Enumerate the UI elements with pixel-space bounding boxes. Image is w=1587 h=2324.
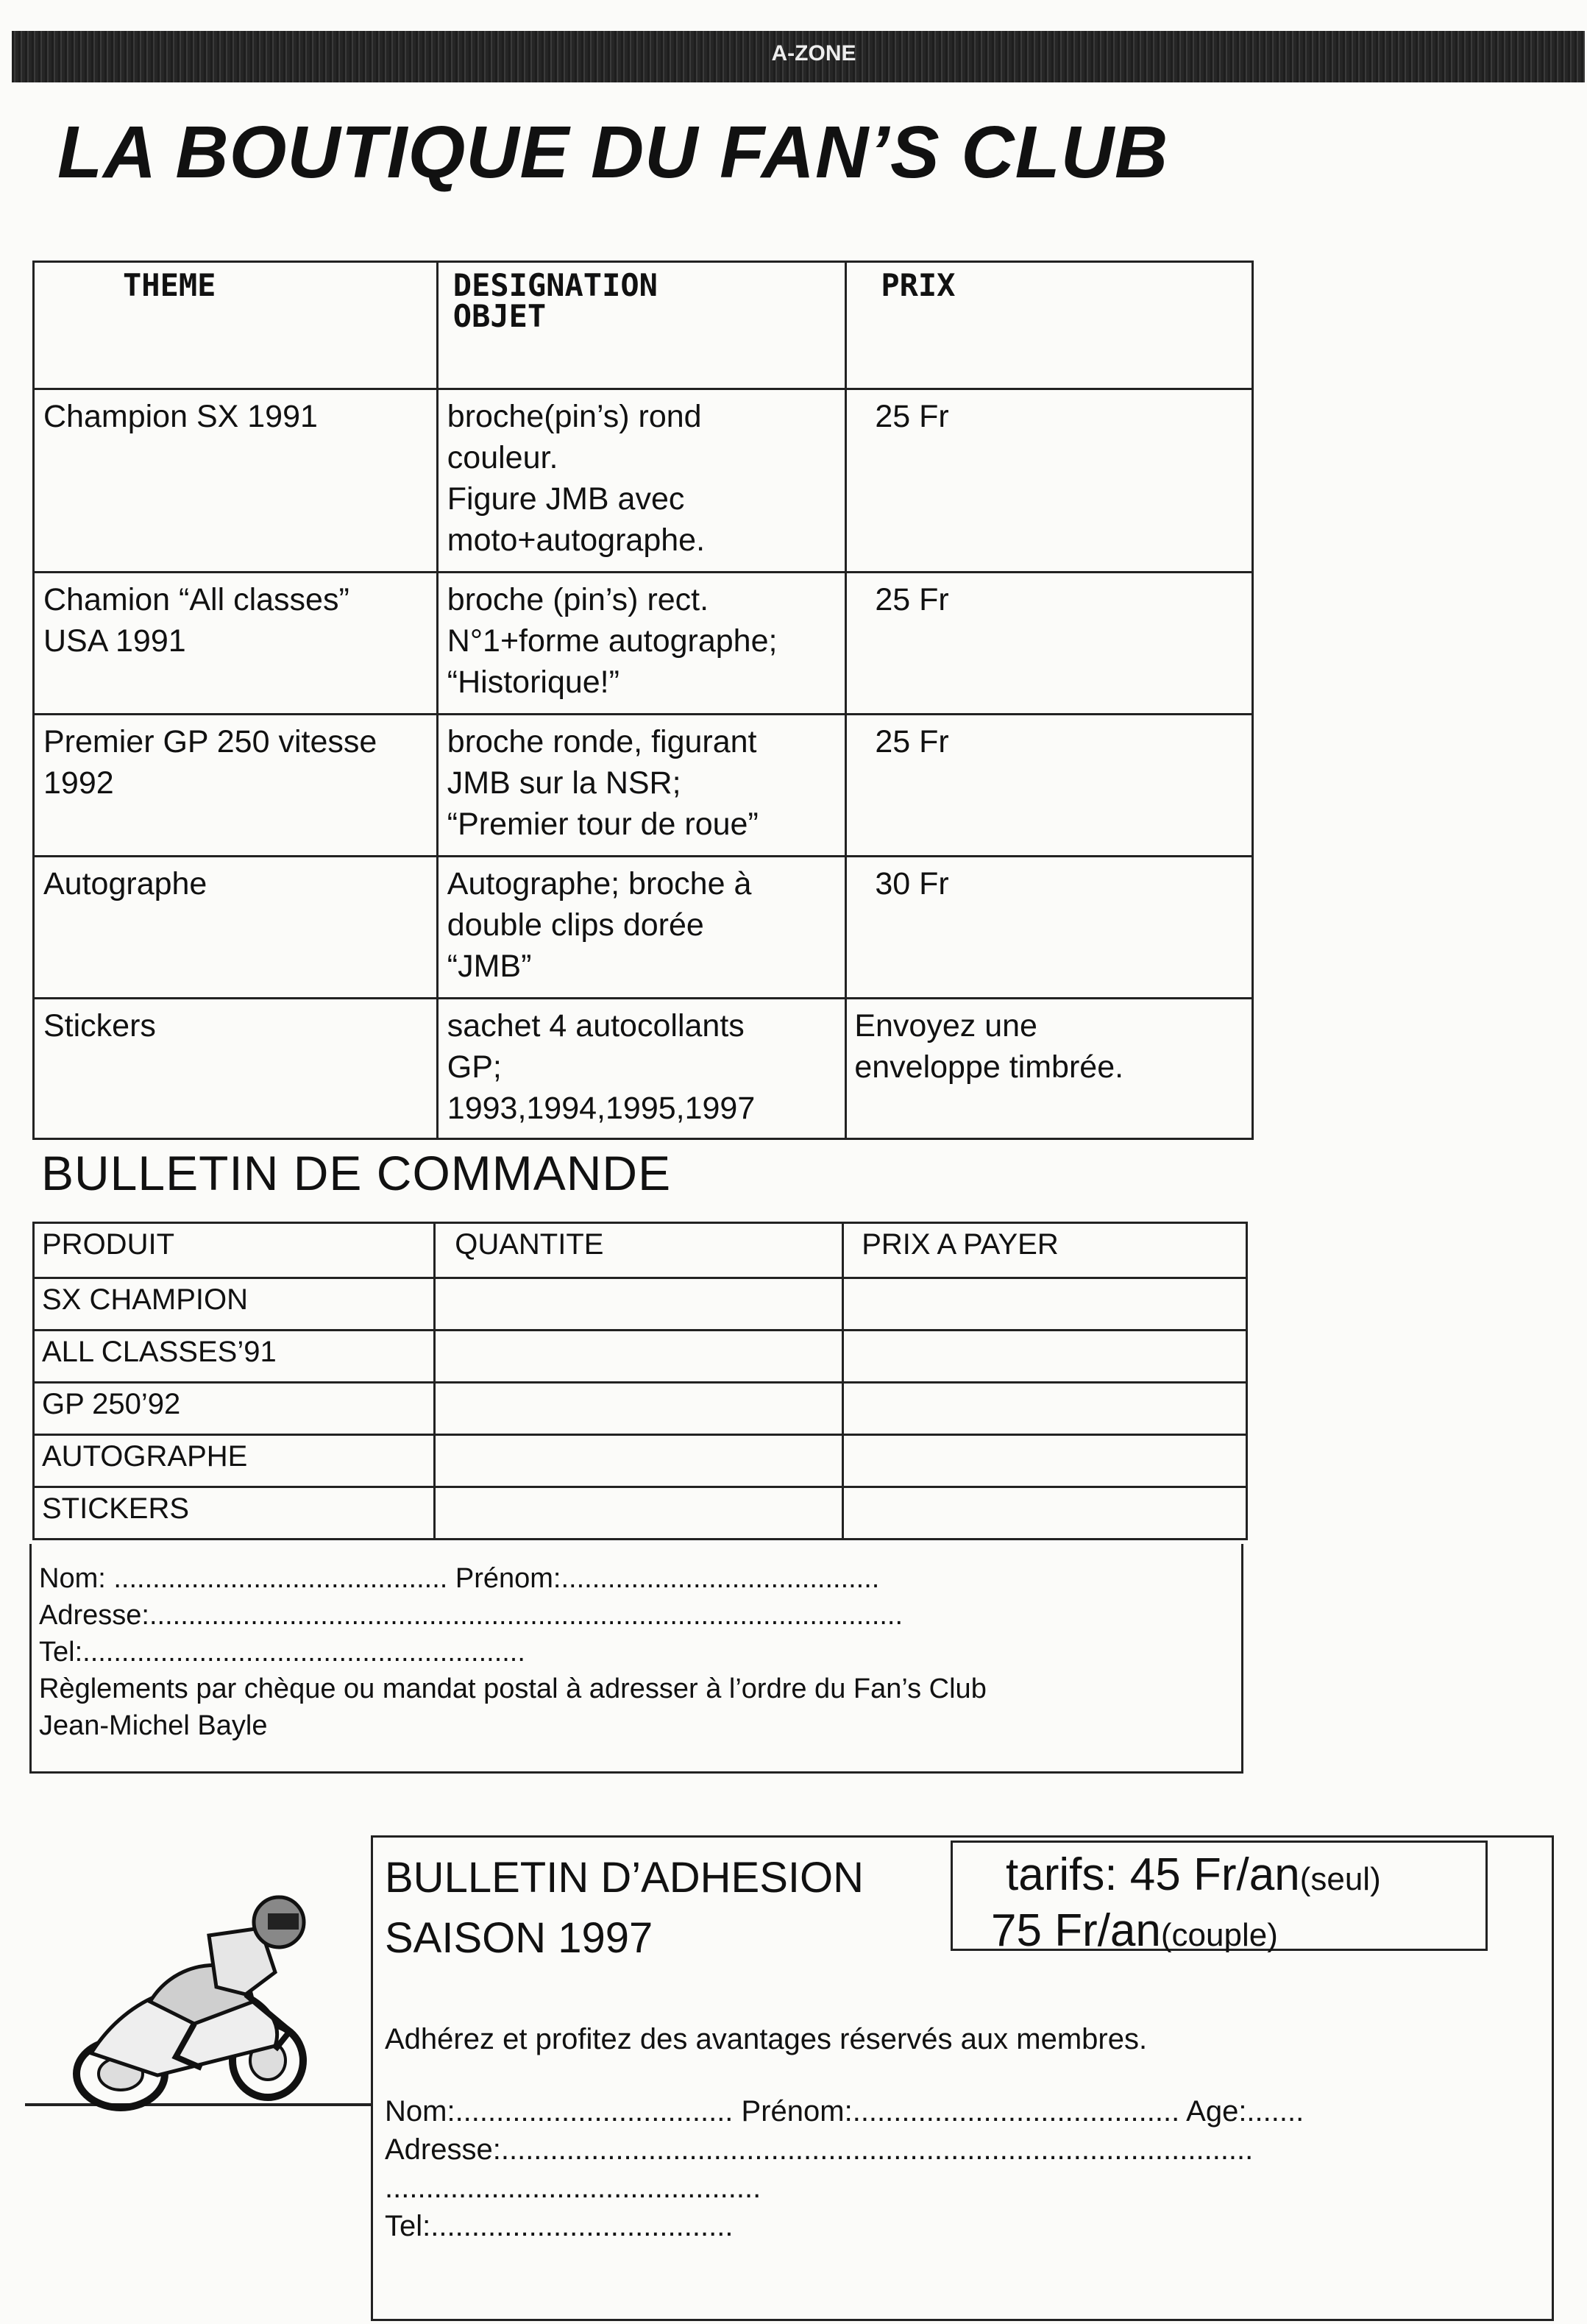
product-name: ALL CLASSES’91	[34, 1331, 435, 1383]
designation-cell: Autographe; broche à double clips dorée “JMB”	[437, 857, 846, 999]
shop-table-header	[34, 262, 1253, 389]
pricing-box	[951, 1841, 1488, 1956]
price-cell: 25 Fr	[846, 573, 1253, 715]
payee-name: Jean-Michel Bayle	[39, 1710, 268, 1741]
designation-cell: broche(pin’s) rond couleur. Figure JMB avec moto+autographe.	[437, 389, 846, 573]
header-prix: PRIX	[846, 262, 1253, 389]
theme-cell: Champion SX 1991	[34, 389, 438, 573]
designation-cell: broche (pin’s) rect. N°1+forme autographe; “Historique!”	[437, 573, 846, 715]
product-name: GP 250’92	[34, 1383, 435, 1435]
price-cell: 25 Fr	[846, 389, 1253, 573]
product-name: SX CHAMPION	[34, 1278, 435, 1331]
membership-title: BULLETIN D’ADHESION SAISON 1997	[385, 1854, 864, 1962]
product-name: STICKERS	[34, 1487, 435, 1540]
section-label: A-ZONE	[771, 41, 856, 65]
price-to-pay-field[interactable]	[843, 1435, 1247, 1487]
tel-field[interactable]: Tel:.........................................................	[39, 1637, 525, 1668]
quantity-field[interactable]	[435, 1487, 843, 1540]
nom-prenom-age-field[interactable]: Nom:.................................. Prénom:........................................ Age:.......	[385, 2095, 1304, 2128]
quantity-field[interactable]	[435, 1278, 843, 1331]
header-prix-a-payer: PRIX A PAYER	[843, 1223, 1247, 1278]
order-form-title: BULLETIN DE COMMANDE	[41, 1146, 672, 1200]
payment-instructions: Règlements par chèque ou mandat postal à adresser à l’ordre du Fan’s Club	[39, 1673, 987, 1704]
tarif-couple: 75 Fr/an(couple)	[991, 1905, 1278, 1956]
theme-cell: Stickers	[34, 999, 438, 1139]
quantity-field[interactable]	[435, 1383, 843, 1435]
price-to-pay-field[interactable]	[843, 1331, 1247, 1383]
membership-intro: Adhérez et profitez des avantages réservés aux membres.	[385, 2023, 1148, 2055]
theme-cell: Premier GP 250 vitesse 1992	[34, 715, 438, 857]
price-to-pay-field[interactable]	[843, 1383, 1247, 1435]
price-cell: 30 Fr	[846, 857, 1253, 999]
adresse-field[interactable]: Adresse:............................................................................................	[385, 2133, 1254, 2166]
price-cell: Envoyez une enveloppe timbrée.	[846, 999, 1253, 1139]
theme-cell: Chamion “All classes” USA 1991	[34, 573, 438, 715]
header-produit: PRODUIT	[34, 1223, 435, 1278]
price-to-pay-field[interactable]	[843, 1487, 1247, 1540]
table-row	[34, 389, 1253, 573]
tel-field[interactable]: Tel:.....................................	[385, 2210, 734, 2242]
shop-table	[32, 261, 1254, 1140]
table-row	[34, 715, 1253, 857]
page-title: LA BOUTIQUE DU FAN’S CLUB	[57, 111, 1169, 194]
header-quantite: QUANTITE	[435, 1223, 843, 1278]
table-row	[34, 1435, 1247, 1487]
table-row	[34, 1278, 1247, 1331]
designation-cell: broche ronde, figurant JMB sur la NSR; “Premier tour de roue”	[437, 715, 846, 857]
section-header-bar	[12, 31, 1585, 82]
price-to-pay-field[interactable]	[843, 1278, 1247, 1331]
motorcycle-rider-illustration	[25, 1884, 371, 2119]
tarif-single: tarifs: 45 Fr/an(seul)	[1006, 1849, 1381, 1900]
header-designation: DESIGNATION OBJET	[437, 262, 846, 389]
nom-prenom-field[interactable]: Nom: ........................................... Prénom:.........................................	[39, 1563, 880, 1594]
order-table-header	[34, 1223, 1247, 1278]
table-row	[34, 573, 1253, 715]
adresse-field[interactable]: Adresse:.................................................................................................	[39, 1600, 903, 1631]
table-row	[34, 857, 1253, 999]
table-row	[34, 1331, 1247, 1383]
price-cell: 25 Fr	[846, 715, 1253, 857]
order-table	[32, 1222, 1248, 1540]
header-theme: THEME	[34, 262, 438, 389]
table-row	[34, 999, 1253, 1139]
membership-form	[371, 1835, 1554, 2321]
membership-fields	[385, 2092, 1304, 2245]
quantity-field[interactable]	[435, 1331, 843, 1383]
table-row	[34, 1383, 1247, 1435]
designation-cell: sachet 4 autocollants GP; 1993,1994,1995,1997	[437, 999, 846, 1139]
quantity-field[interactable]	[435, 1435, 843, 1487]
theme-cell: Autographe	[34, 857, 438, 999]
order-contact-form	[29, 1544, 1243, 1774]
adresse-continuation-field[interactable]: ..............................................	[385, 2172, 761, 2204]
table-row	[34, 1487, 1247, 1540]
product-name: AUTOGRAPHE	[34, 1435, 435, 1487]
